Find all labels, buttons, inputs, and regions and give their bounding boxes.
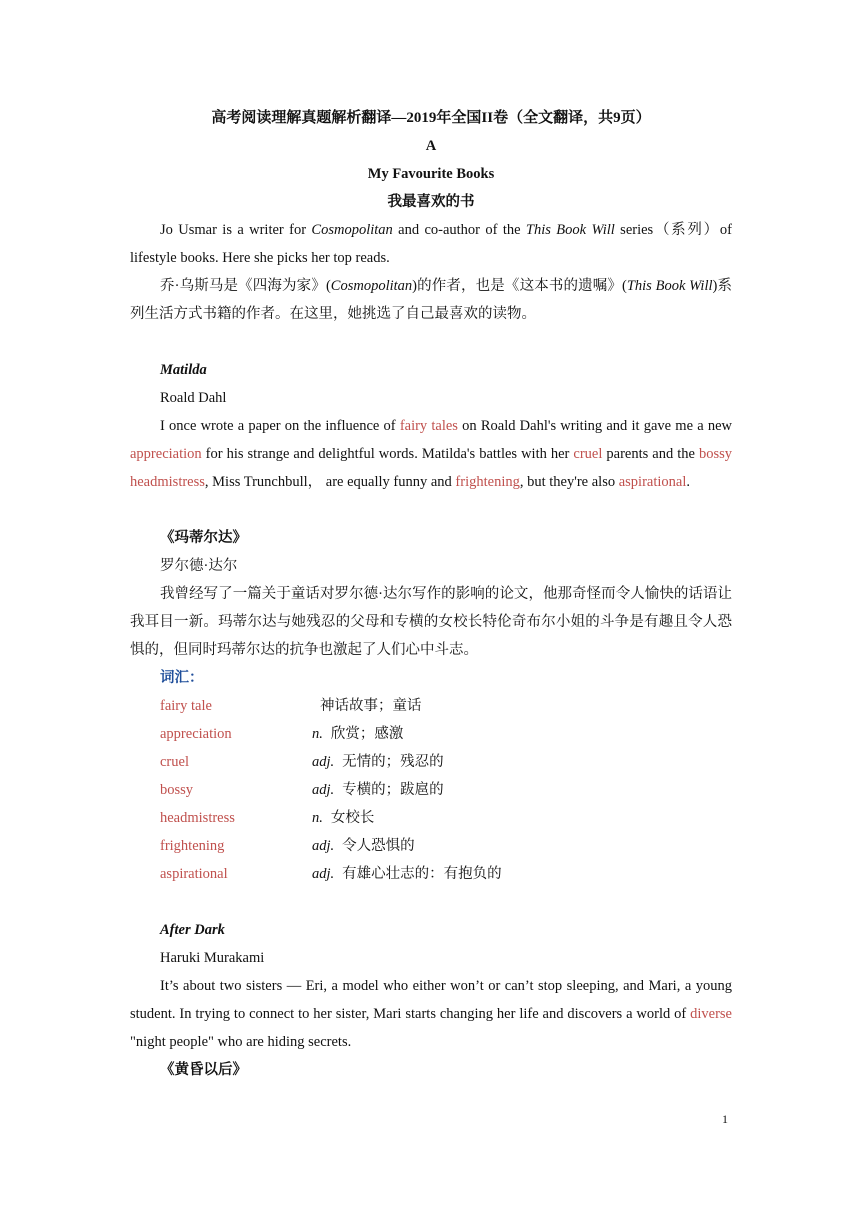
book1-text: I once wrote a paper on the influence of fairy tales on Roald Dahl's writing and it gave me a new appreciation for his strange and delightful words. Matilda's battles with her cruel parents and the bossy headmistress, Miss Trunchbull， are equally funny and frightening, but they're also aspirational. <box>130 418 732 490</box>
intro-en: Jo Usmar is a writer for Cosmopolitan and co-author of the This Book Will series（系列）of lifestyle books. Here she picks her top reads. <box>130 222 732 266</box>
document-title: 高考阅读理解真题解析翻译—2019年全国II卷（全文翻译，共9页） <box>211 110 651 126</box>
book1-cn-title: 《玛蒂尔达》 <box>160 530 247 546</box>
vocab-row: aspirational adj. 有雄心壮志的：有抱负的 <box>160 866 502 882</box>
document-page <box>130 100 732 1084</box>
section-letter: A <box>425 138 437 154</box>
book1-cn-text: 我曾经写了一篇关于童话对罗尔德·达尔写作的影响的论文，他那奇怪而令人愉快的话语让我耳目一新。玛蒂尔达与她残忍的父母和专横的女校长特伦奇布尔小姐的斗争是有趣且令人恐惧的，但同时玛蒂尔达的抗争也激起了人们心中斗志。 <box>130 586 732 658</box>
book1-author: Roald Dahl <box>160 390 227 406</box>
vocab-row: fairy tale 神话故事；童话 <box>160 698 422 714</box>
article-title-en: My Favourite Books <box>367 166 495 182</box>
intro-cn: 乔·乌斯马是《四海为家》(Cosmopolitan)的作者，也是《这本书的遗嘱》(This Book Will)系列生活方式书籍的作者。在这里，她挑选了自己最喜欢的读物。 <box>130 278 732 322</box>
book1-cn-author: 罗尔德·达尔 <box>160 558 238 574</box>
book2-title: After Dark <box>160 922 225 938</box>
book2-cn-title: 《黄昏以后》 <box>160 1062 247 1078</box>
book2-author: Haruki Murakami <box>160 950 265 966</box>
vocab-row: frightening adj. 令人恐惧的 <box>160 838 415 854</box>
book2-text: It’s about two sisters — Eri, a model who either won’t or can’t stop sleeping, and Mari, a young student. In trying to connect to her sister, Mari starts changing her life and discovers a world of diverse "night people" who are hiding secrets. <box>130 978 732 1050</box>
vocab-list <box>130 692 732 888</box>
vocab-row: appreciation n. 欣赏；感激 <box>160 726 404 742</box>
article-title-cn: 我最喜欢的书 <box>387 194 475 210</box>
book1-title: Matilda <box>160 362 207 378</box>
vocab-row: bossy adj. 专横的；跋扈的 <box>160 782 444 798</box>
vocab-row: cruel adj. 无情的；残忍的 <box>160 754 444 770</box>
page-number: 1 <box>722 1112 728 1126</box>
vocab-row: headmistress n. 女校长 <box>160 810 375 826</box>
vocab-label: 词汇： <box>160 670 204 686</box>
